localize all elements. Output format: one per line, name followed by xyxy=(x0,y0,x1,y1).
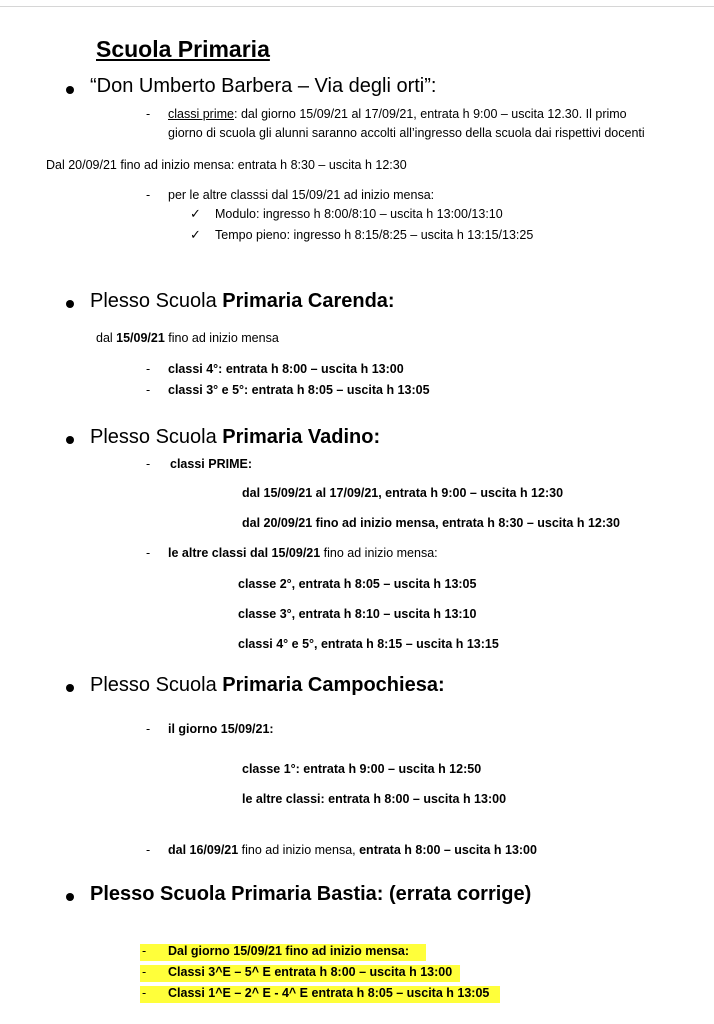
heading-prefix: Plesso Scuola xyxy=(90,290,223,312)
section-heading-campochiesa xyxy=(90,674,445,697)
vadino-sub-1: dal 15/09/21 al 17/09/21, entrata h 9:00 – uscita h 12:30 xyxy=(242,486,564,500)
bullet-dot xyxy=(66,436,74,444)
dash-marker: - xyxy=(142,944,147,958)
barbera-check-2: Tempo pieno: ingresso h 8:15/8:25 – uscita h 13:15/13:25 xyxy=(215,228,534,242)
vadino-sub-3: classe 2°, entrata h 8:05 – uscita h 13:05 xyxy=(238,577,477,591)
dash-marker: - xyxy=(146,722,151,736)
bullet-dot xyxy=(66,300,74,308)
heading-prefix: Plesso Scuola xyxy=(90,674,223,696)
bastia-item-2: Classi 3^E – 5^ E entrata h 8:00 – uscita h 13:00 xyxy=(168,965,453,979)
item-bold: dal 16/09/21 xyxy=(168,843,239,857)
bullet-dot xyxy=(66,86,74,94)
bullet-dot xyxy=(66,893,74,901)
barbera-line-4: per le altre classsi dal 15/09/21 ad inizio mensa: xyxy=(168,188,435,202)
item-bold: le altre classi dal 15/09/21 xyxy=(168,546,321,560)
vadino-item-2 xyxy=(168,546,438,560)
classi-prime-label: classi prime xyxy=(168,107,234,121)
dash-marker: - xyxy=(142,986,147,1000)
vadino-sub-4: classe 3°, entrata h 8:10 – uscita h 13:10 xyxy=(238,607,477,621)
carenda-intro xyxy=(96,331,279,345)
bullet-dot xyxy=(66,684,74,692)
dash-marker: - xyxy=(146,107,151,121)
dash-marker: - xyxy=(142,965,147,979)
section-heading-bastia: Plesso Scuola Primaria Bastia: (errata corrige) xyxy=(90,883,532,905)
carenda-item-1: classi 4°: entrata h 8:00 – uscita h 13:00 xyxy=(168,362,404,376)
dash-marker: - xyxy=(146,546,151,560)
campochiesa-item-2 xyxy=(168,843,537,857)
checkmark-icon: ✓ xyxy=(190,227,201,242)
heading-bold: Primaria Campochiesa: xyxy=(222,674,445,696)
vadino-item-1: classi PRIME: xyxy=(170,457,252,471)
item-suffix: fino ad inizio mensa: xyxy=(320,546,438,560)
barbera-line-1 xyxy=(168,107,627,121)
bastia-item-1: Dal giorno 15/09/21 fino ad inizio mensa: xyxy=(168,944,410,958)
barbera-line-1-text: : dal giorno 15/09/21 al 17/09/21, entrata h 9:00 – uscita 12.30. Il primo xyxy=(234,107,627,121)
dash-marker: - xyxy=(146,457,151,471)
item-bold-2: entrata h 8:00 – uscita h 13:00 xyxy=(359,843,537,857)
dash-marker: - xyxy=(146,843,151,857)
barbera-line-2: giorno di scuola gli alunni saranno accolti all’ingresso della scuola dai rispettivi docenti xyxy=(168,126,645,140)
dash-marker: - xyxy=(146,362,151,376)
section-heading-vadino xyxy=(90,426,380,449)
campochiesa-sub-1: classe 1°: entrata h 9:00 – uscita h 12:50 xyxy=(242,762,482,776)
section-heading-carenda xyxy=(90,290,395,313)
intro-suffix: fino ad inizio mensa xyxy=(164,331,279,345)
dash-marker: - xyxy=(146,188,151,202)
heading-bold: Primaria Vadino: xyxy=(222,426,381,448)
barbera-check-1: Modulo: ingresso h 8:00/8:10 – uscita h 13:00/13:10 xyxy=(215,207,503,221)
vadino-sub-5: classi 4° e 5°, entrata h 8:15 – uscita h 13:15 xyxy=(238,637,499,651)
dash-marker: - xyxy=(146,383,151,397)
page-top-border xyxy=(0,6,714,7)
item-middle: fino ad inizio mensa, xyxy=(238,843,360,857)
bastia-item-3: Classi 1^E – 2^ E - 4^ E entrata h 8:05 – uscita h 13:05 xyxy=(168,986,490,1000)
vadino-sub-2: dal 20/09/21 fino ad inizio mensa, entrata h 8:30 – uscita h 12:30 xyxy=(242,516,620,530)
section-heading-barbera: “Don Umberto Barbera – Via degli orti”: xyxy=(90,75,437,97)
heading-prefix: Plesso Scuola xyxy=(90,426,223,448)
intro-prefix: dal xyxy=(96,331,117,345)
campochiesa-sub-2: le altre classi: entrata h 8:00 – uscita h 13:00 xyxy=(242,792,507,806)
checkmark-icon: ✓ xyxy=(190,206,201,221)
carenda-item-2: classi 3° e 5°: entrata h 8:05 – uscita h 13:05 xyxy=(168,383,430,397)
campochiesa-item-1: il giorno 15/09/21: xyxy=(168,722,274,736)
barbera-line-3: Dal 20/09/21 fino ad inizio mensa: entrata h 8:30 – uscita h 12:30 xyxy=(46,158,407,172)
heading-bold: Primaria Carenda: xyxy=(222,290,395,312)
page-title: Scuola Primaria xyxy=(96,36,270,62)
intro-bold: 15/09/21 xyxy=(116,331,165,345)
